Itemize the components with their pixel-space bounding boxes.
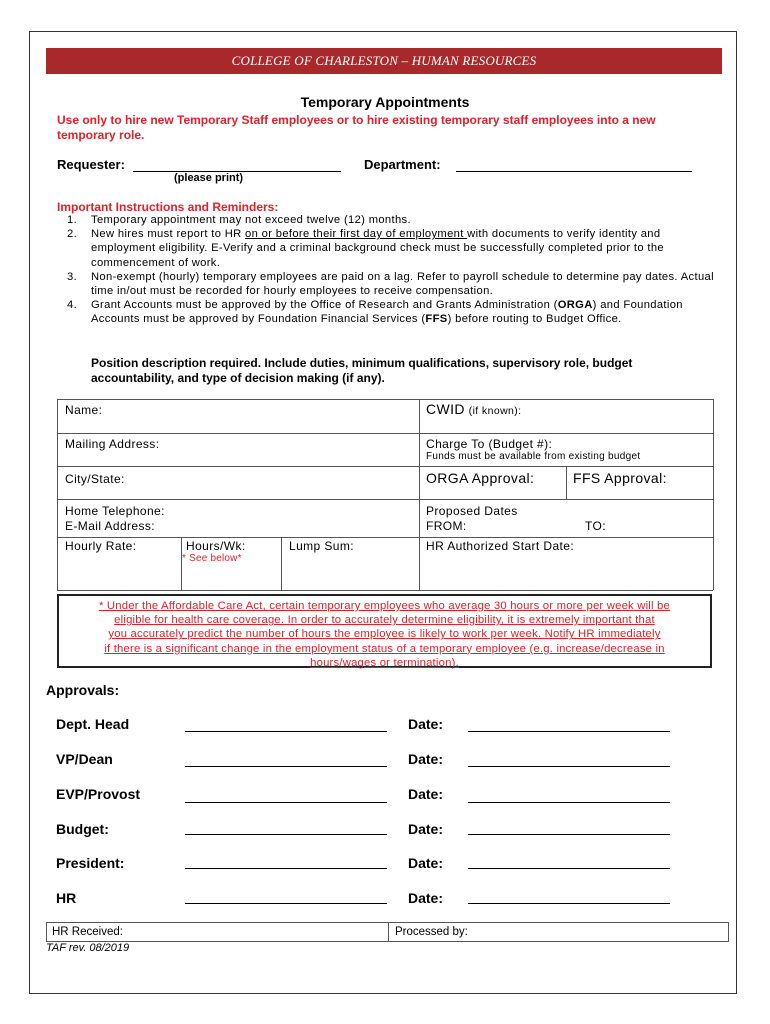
approval-label-vp-dean: VP/Dean [56,751,113,767]
hr-date-line[interactable] [468,903,670,904]
vp-dean-date-line[interactable] [468,766,670,767]
aca-note: * Under the Affordable Care Act, certain temporary employees who average 30 hours or more per week will be eligible for health care coverage. In order to accurately determine eligibility, it is extremely important that you accurately predict the number of hours the employee is likely to work per week. Notify HR immediately if there is a significant change in the employment status of a temporary employee (e.g. increase/decrease in hours/wages or termination). [57,594,712,668]
requester-row [57,157,341,172]
instructions-list [57,213,717,327]
president-date-line[interactable] [468,868,670,869]
approval-label-dept-head: Dept. Head [56,716,130,732]
hr-signature-line[interactable] [185,903,387,904]
vp-dean-signature-line[interactable] [185,766,387,767]
mailing-address-field[interactable]: Mailing Address: [65,437,160,451]
see-below-note: * See below* [182,553,242,564]
header-banner [46,48,722,74]
position-description-note: Position description required. Include duties, minimum qualifications, supervisory role, budget accountability, and type of decision making (if any). [91,356,633,385]
instruction-item: 4. Grant Accounts must be approved by the Office of Research and Grants Administration (ORGA) and Foundation Accounts must be approved by Foundation Financial Services (FFS) before routing to Budget Office. [67,299,683,326]
city-state-field[interactable]: City/State: [65,472,125,486]
department-field[interactable] [456,157,692,172]
requester-field[interactable] [133,157,341,172]
from-date-field[interactable]: FROM: [426,519,467,533]
department-row [364,157,692,172]
department-label: Department: [364,157,441,172]
instruction-item: 2. New hires must report to HR on or before their first day of employment with documents to verify identity and employment eligibility. E-Verify and a criminal background check must be successfully completed prior to the commencement of work. [67,228,664,269]
name-field[interactable]: Name: [65,403,103,417]
evp-provost-date-line[interactable] [468,802,670,803]
approval-label-budget: Budget: [56,821,109,837]
approval-label-evp-provost: EVP/Provost [56,786,141,802]
intro-text: Use only to hire new Temporary Staff employees or to hire existing temporary staff employees into a new temporary role. [57,113,656,142]
approval-label-president: President: [56,855,125,871]
hr-received-field[interactable]: HR Received: [52,926,123,938]
president-signature-line[interactable] [185,868,387,869]
hr-use-box [46,922,729,942]
to-date-field[interactable]: TO: [585,519,606,533]
charge-to-field[interactable]: Charge To (Budget #): [426,437,553,451]
banner-text: COLLEGE OF CHARLESTON – HUMAN RESOURCES [231,53,537,68]
date-label: Date: [408,751,444,767]
budget-date-line[interactable] [468,834,670,835]
home-telephone-field[interactable]: Home Telephone: [65,504,165,518]
instructions-heading: Important Instructions and Reminders: [57,200,279,214]
funds-note: Funds must be available from existing budget [426,451,641,462]
revision-note: TAF rev. 08/2019 [46,942,130,954]
cwid-field[interactable]: CWID (if known): [426,401,522,417]
hourly-rate-field[interactable]: Hourly Rate: [65,539,137,553]
date-label: Date: [408,855,444,871]
date-label: Date: [408,716,444,732]
ffs-approval-field[interactable]: FFS Approval: [573,470,667,486]
email-address-field[interactable]: E-Mail Address: [65,519,156,533]
date-label: Date: [408,786,444,802]
dept-head-date-line[interactable] [468,731,670,732]
instruction-item: 3. Non-exempt (hourly) temporary employees are paid on a lag. Refer to payroll schedule to determine pay dates. Actual time in/out must be recorded for hourly employees to receive compensation. [67,270,714,298]
approval-label-hr: HR [56,890,77,906]
lump-sum-field[interactable]: Lump Sum: [289,539,354,553]
approvals-heading: Approvals: [46,682,120,698]
budget-signature-line[interactable] [185,834,387,835]
date-label: Date: [408,890,444,906]
print-note: (please print) [174,172,244,184]
instruction-item: 1. Temporary appointment may not exceed twelve (12) months. [67,214,411,226]
dept-head-signature-line[interactable] [185,731,387,732]
orga-approval-field[interactable]: ORGA Approval: [426,470,535,486]
hr-start-date-field[interactable]: HR Authorized Start Date: [426,539,575,553]
form-title: Temporary Appointments [300,94,470,110]
processed-by-field[interactable]: Processed by: [395,926,468,938]
hours-per-week-field[interactable]: Hours/Wk: [186,539,246,553]
date-label: Date: [408,821,444,837]
proposed-dates-label: Proposed Dates [426,504,518,518]
evp-provost-signature-line[interactable] [185,802,387,803]
requester-label: Requester: [57,157,125,172]
